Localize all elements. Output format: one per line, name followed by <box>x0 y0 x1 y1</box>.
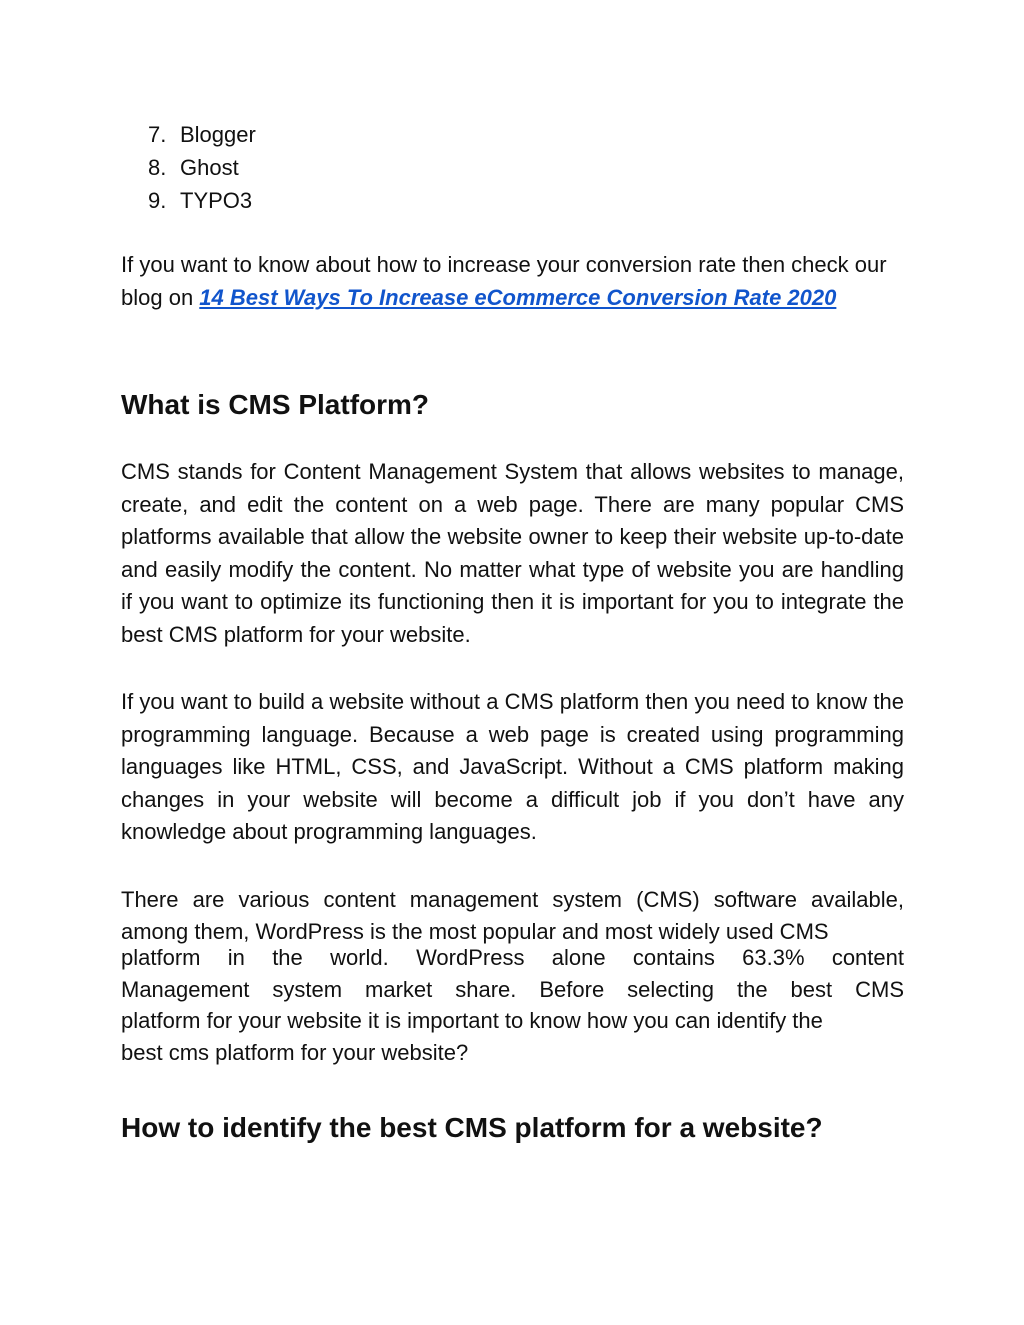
list-item-label: TYPO3 <box>180 188 253 213</box>
list-item <box>148 184 256 217</box>
section-heading-what-is-cms: What is CMS Platform? <box>121 389 430 420</box>
list-item <box>148 151 256 184</box>
intro-paragraph <box>121 249 921 314</box>
paragraph-line: There are various content management system (CMS) software available, <box>121 887 904 912</box>
paragraph-line: Management system market share. Before selecting the best CMS <box>121 977 904 1002</box>
section-heading-how-to-identify: How to identify the best CMS platform for a website? <box>121 1112 823 1143</box>
list-number: 7. <box>148 122 167 147</box>
list-item-label: Ghost <box>180 155 239 180</box>
cms-definition-paragraph: CMS stands for Content Management System that allows websites to manage, create, and edit the content on a web page. There are many popular CMS platforms available that allow the website owner to keep their website up-to-date and easily modify the content. No matter what type of website you are handling if you want to optimize its functioning then it is important for you to integrate the best CMS platform for your website. <box>121 459 904 647</box>
cms-market-paragraph <box>121 884 904 1063</box>
list-item <box>148 118 256 151</box>
list-item-label: Blogger <box>180 122 256 147</box>
paragraph-line: platform for your website it is important to know how you can identify the <box>121 1008 823 1033</box>
build-without-cms-paragraph: If you want to build a website without a CMS platform then you need to know the programming language. Because a web page is created using programming languages like HTML, CSS, and JavaScript. Without a CMS platform making changes in your website will become a difficult job if you don’t have any knowledge about programming languages. <box>121 689 904 845</box>
paragraph-line: platform in the world. WordPress alone contains 63.3% content <box>121 945 904 970</box>
paragraph-line: best cms platform for your website? <box>121 1040 469 1065</box>
cms-list-continued <box>148 118 256 217</box>
list-number: 8. <box>148 155 167 180</box>
list-number: 9. <box>148 188 167 213</box>
blog-post-link[interactable]: 14 Best Ways To Increase eCommerce Conversion Rate 2020 <box>199 284 837 310</box>
intro-text: If you want to know about how to increase your conversion rate then check our blog on <box>121 252 887 310</box>
paragraph-line: among them, WordPress is the most popular and most widely used CMS <box>121 919 829 944</box>
